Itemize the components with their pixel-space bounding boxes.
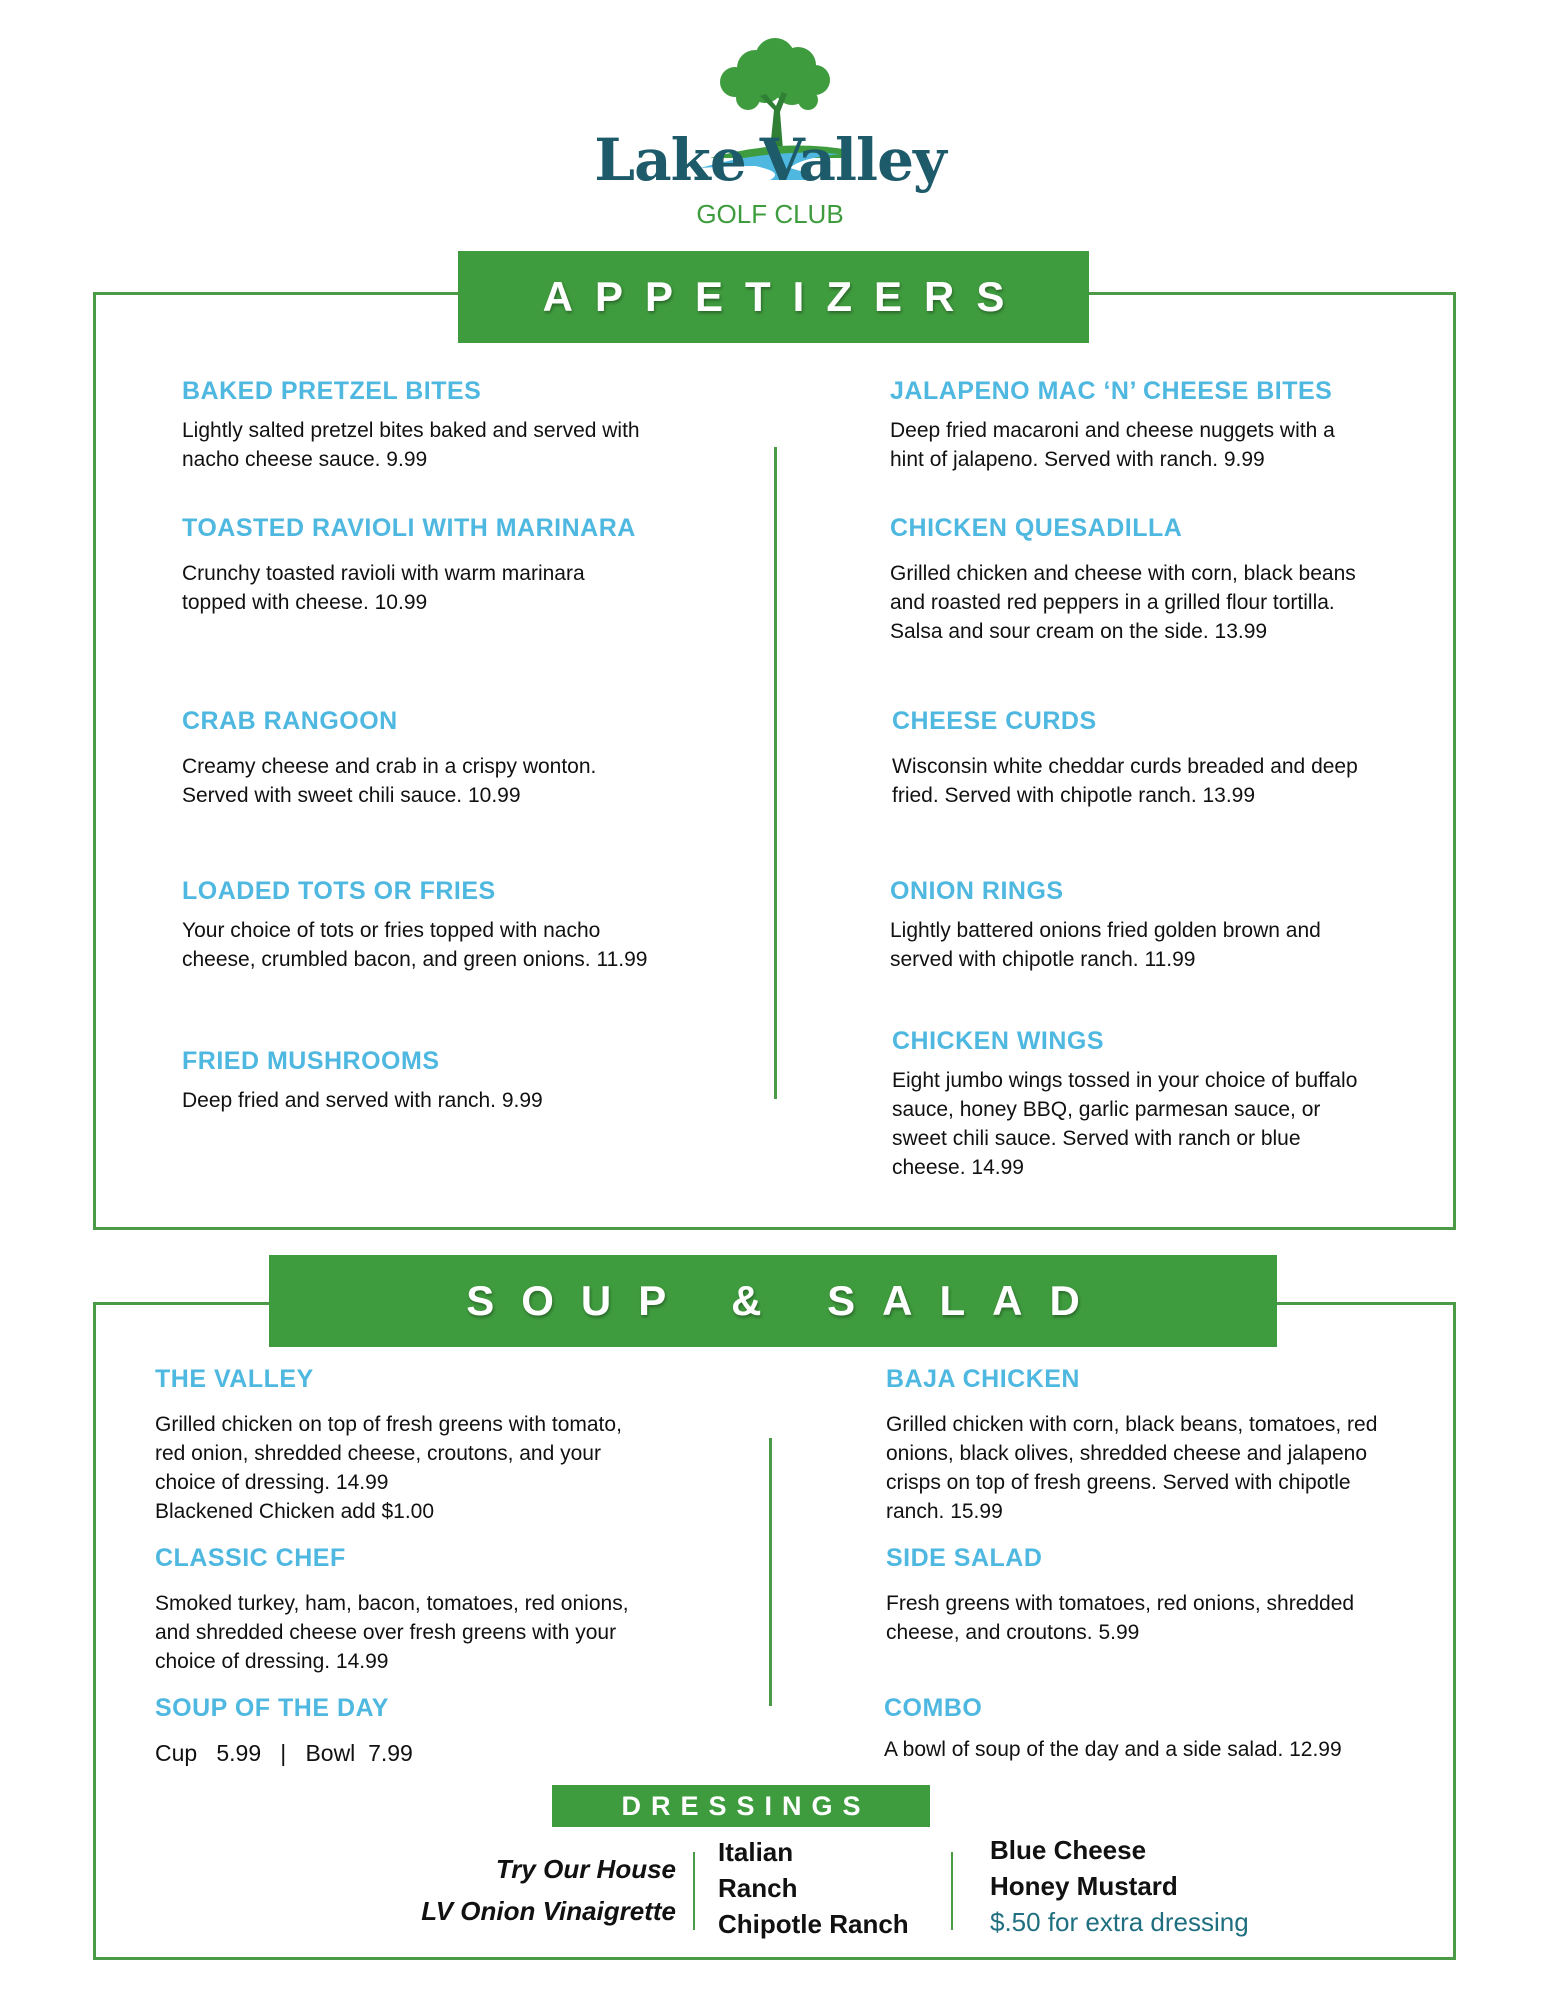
menu-item (155, 1693, 635, 1768)
menu-item (886, 1543, 1356, 1647)
menu-item (886, 1364, 1396, 1526)
menu-item (155, 1543, 645, 1676)
item-title: FRIED MUSHROOMS (182, 1047, 440, 1075)
item-title: BAKED PRETZEL BITES (182, 377, 482, 405)
item-title: CHICKEN QUESADILLA (890, 514, 1183, 542)
item-title: CRAB RANGOON (182, 707, 398, 735)
house-line-1: Try Our House (495, 1854, 676, 1884)
menu-item (890, 376, 1350, 474)
dressings-heading: DRESSINGS (552, 1785, 930, 1827)
appetizers-divider (774, 447, 777, 1099)
item-desc: Grilled chicken and cheese with corn, black beans and roasted red peppers in a grilled flour tortilla. Salsa and sour cream on the side. 13.99 (890, 562, 1356, 643)
dressing-item: Blue Cheese (990, 1835, 1147, 1865)
logo-name-left: Lake (594, 126, 746, 194)
item-desc: Grilled chicken on top of fresh greens with tomato, red onion, shredded cheese, croutons, and your choice of dressing. 14.99 (155, 1413, 622, 1494)
menu-item (892, 1026, 1372, 1182)
item-desc: Creamy cheese and crab in a crispy wonton. Served with sweet chili sauce. 10.99 (182, 755, 597, 807)
item-desc: Deep fried and served with ranch. 9.99 (182, 1089, 543, 1112)
item-title: ONION RINGS (890, 877, 1064, 905)
item-desc: Eight jumbo wings tossed in your choice of buffalo sauce, honey BBQ, garlic parmesan sauce, or sweet chili sauce. Served with ranch or blue cheese. 14.99 (892, 1069, 1358, 1179)
item-title: THE VALLEY (155, 1365, 314, 1393)
item-extra: Blackened Chicken add $1.00 (155, 1500, 435, 1523)
menu-item (182, 376, 662, 474)
item-title: JALAPENO MAC ‘N’ CHEESE BITES (890, 377, 1333, 405)
item-desc: Wisconsin white cheddar curds breaded and deep fried. Served with chipotle ranch. 13.99 (892, 755, 1358, 807)
menu-item (155, 1364, 655, 1526)
item-desc: Lightly battered onions fried golden brown and served with chipotle ranch. 11.99 (890, 919, 1321, 971)
menu-item (892, 706, 1372, 810)
dressings-divider-2 (951, 1852, 953, 1930)
menu-item (182, 706, 612, 810)
menu-item (884, 1693, 1444, 1764)
extra-dressing-note: $.50 for extra dressing (990, 1907, 1249, 1937)
dressing-item: Chipotle Ranch (718, 1909, 909, 1939)
item-title: SOUP OF THE DAY (155, 1694, 389, 1722)
logo-name-right: Valley (759, 126, 946, 194)
item-desc: Fresh greens with tomatoes, red onions, shredded cheese, and croutons. 5.99 (886, 1592, 1355, 1644)
item-desc: A bowl of soup of the day and a side salad. 12.99 (884, 1738, 1342, 1761)
logo (570, 30, 970, 230)
item-title: LOADED TOTS OR FRIES (182, 877, 496, 905)
dressings-col-1 (718, 1834, 909, 1942)
item-desc: Grilled chicken with corn, black beans, tomatoes, red onions, black olives, shredded cheese and jalapeno crisps on top of fresh greens. Served with chipotle ranch. 15.99 (886, 1413, 1378, 1523)
item-title: SIDE SALAD (886, 1544, 1043, 1572)
dressings-col-2 (990, 1832, 1249, 1940)
menu-item (182, 876, 662, 974)
house-dressing (300, 1848, 676, 1932)
item-title: CLASSIC CHEF (155, 1544, 346, 1572)
menu-item (182, 1046, 662, 1115)
dressing-item: Italian (718, 1837, 794, 1867)
dressings-divider-1 (693, 1852, 695, 1930)
item-title: BAJA CHICKEN (886, 1365, 1080, 1393)
item-title: TOASTED RAVIOLI WITH MARINARA (182, 514, 636, 542)
item-desc: Smoked turkey, ham, bacon, tomatoes, red onions, and shredded cheese over fresh greens with your choice of dressing. 14.99 (155, 1592, 629, 1673)
item-title: CHICKEN WINGS (892, 1027, 1105, 1055)
item-desc: Cup 5.99 | Bowl 7.99 (155, 1740, 413, 1766)
item-desc: Crunchy toasted ravioli with warm marinara topped with cheese. 10.99 (182, 562, 585, 614)
soup-salad-divider (769, 1438, 772, 1706)
item-desc: Your choice of tots or fries topped with nacho cheese, crumbled bacon, and green onions. 11.99 (182, 919, 648, 971)
item-title: COMBO (884, 1694, 983, 1722)
logo-wordmark (590, 126, 950, 194)
soup-salad-heading: SOUP & SALAD (269, 1255, 1277, 1347)
house-line-2: LV Onion Vinaigrette (421, 1896, 676, 1926)
menu-item (890, 876, 1340, 974)
dressing-item: Honey Mustard (990, 1871, 1178, 1901)
item-title: CHEESE CURDS (892, 707, 1097, 735)
dressing-item: Ranch (718, 1873, 798, 1903)
menu-item (182, 513, 652, 617)
appetizers-heading: APPETIZERS (458, 251, 1089, 343)
item-desc: Lightly salted pretzel bites baked and served with nacho cheese sauce. 9.99 (182, 419, 640, 471)
item-desc: Deep fried macaroni and cheese nuggets with a hint of jalapeno. Served with ranch. 9.99 (890, 419, 1335, 471)
logo-subtitle: GOLF CLUB (696, 199, 844, 229)
menu-item (890, 513, 1360, 646)
